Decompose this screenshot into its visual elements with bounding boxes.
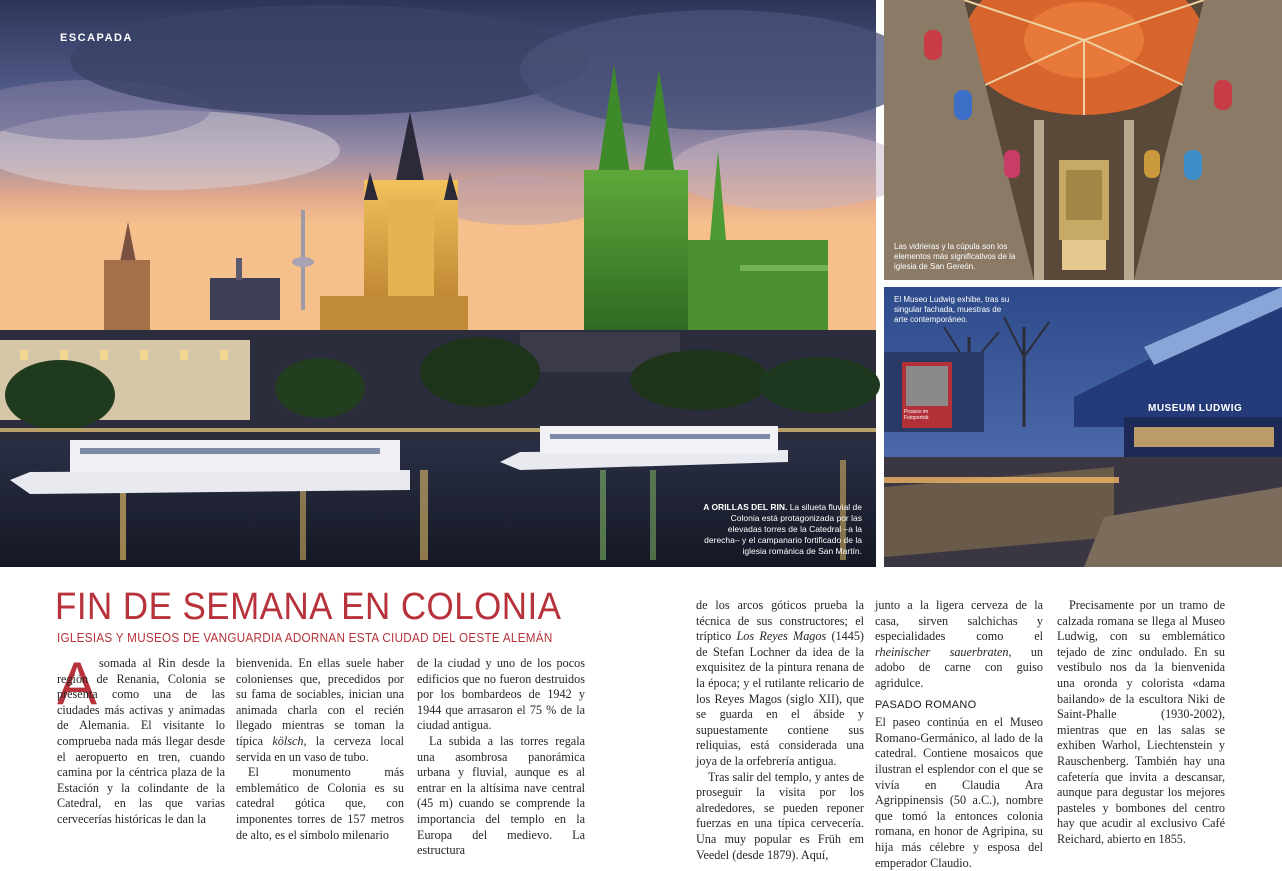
museum-sign: MUSEUM LUDWIG <box>1148 403 1243 414</box>
church-illustration <box>884 0 1282 280</box>
col4-paragraph-2: Tras salir del templo, y antes de proseguir la visita por los alrededores, se pueden reponer fuerzas en una típica cervecería. Una muy popular es Früh em Veedel (desde 1879). Aquí, <box>696 769 864 862</box>
section-heading-pasado-romano: PASADO ROMANO <box>875 698 977 711</box>
museum-illustration <box>884 287 1282 567</box>
col3-paragraph-2: La subida a las torres regala una asombrosa panorámica urbana y fluvial, aunque es al entrar en la altísima nave central (45 m) cuando se comprende la importancia del templo en la Europa del medievo. La estructura <box>417 733 585 858</box>
body-column-2 <box>236 656 404 842</box>
body-column-4 <box>696 598 864 862</box>
section-kicker: ESCAPADA <box>60 32 133 44</box>
col5-paragraph-2: El paseo continúa en el Museo Romano-Germánico, al lado de la catedral. Contiene mosaicos que ilustran el esplendor con el que se vivía en Claudia Ara Agrippinensis (50 a.C.), nombre que tomó la entonces colonia romana, en honor de Agripina, su hija más célebre y esposa del emperador Claudio. <box>875 715 1043 870</box>
hero-photo-cologne-skyline <box>0 0 876 567</box>
article-subtitle: IGLESIAS Y MUSEOS DE VANGUARDIA ADORNAN ESTA CIUDAD DEL OESTE ALEMÁN <box>57 630 553 645</box>
col6-paragraph-1: Precisamente por un tramo de calzada romana se llega al Museo Ludwig, con su emblemático tejado de zinc ondulado. En su vestíbulo nos da la bienvenida una oronda y colorista «dama bailando» de la escultora Niki de Saint-Phalle (1930-2002), mientras que en las salas se exhiben Warhol, Liechtenstein y Rauschenberg. También hay una cafetería que invita a descansar, aunque para degustar los mejores pasteles y bombones del centro hay que acudir al exclusivo Café Reichard, abierto en 1855. <box>1057 598 1225 846</box>
col4-text-b: (1445) de Stefan Lochner da idea de la exquisitez de la pintura renana de la época; y el rutilante relicario de los Reyes Magos (siglo XII), que se guarda en el ábside y supuestamente contiene sus reliquias, está considerada una joya de la orfebrería antigua. <box>696 629 864 768</box>
col5-text-b: , un adobo de carne con guiso agridulce. <box>875 644 1043 690</box>
col4-text-a: de los arcos góticos prueba la técnica de sus constructores; el tríptico <box>696 598 864 644</box>
hero-caption-lead: A ORILLAS DEL RIN. <box>703 502 788 512</box>
col5-text-a: junto a la ligera cerveza de la casa, sirven salchichas y especialidades como el <box>875 598 1043 644</box>
body-column-6 <box>1057 598 1225 846</box>
col2-text-b: , la cerveza local servida en un vaso de tubo. <box>236 733 404 764</box>
hero-illustration <box>0 0 876 567</box>
col2-paragraph-1 <box>236 656 404 765</box>
article-title: FIN DE SEMANA EN COLONIA <box>55 586 562 628</box>
col2-italic: kölsch <box>272 733 304 748</box>
body-column-1 <box>57 650 225 826</box>
col3-paragraph-1: de la ciudad y uno de los pocos edificios que no fueron destruidos por los bombardeos de 1942 y 1944 que arrasaron el 75 % de la ciudad antigua. <box>417 656 585 733</box>
church-caption: Las vidrieras y la cúpula son los elementos más significativos de la iglesia de San Gereón. <box>894 242 1016 271</box>
body-column-3 <box>417 656 585 858</box>
col5-paragraph-1 <box>875 598 1043 692</box>
museum-poster-text: Picasso im Fotoporträt <box>904 409 929 421</box>
col2-paragraph-2: El monumento más emblemático de Colonia es su catedral gótica que, con imponentes torres de 157 metros de alto, es el símbolo milenario <box>236 765 404 842</box>
photo-st-gereon-dome <box>884 0 1282 280</box>
col4-italic: Los Reyes Magos <box>736 629 827 644</box>
col5-italic: rheinischer sauerbraten <box>875 644 1009 659</box>
body-column-5 <box>875 598 1043 870</box>
photo-museum-ludwig <box>884 287 1282 567</box>
col4-paragraph-1 <box>696 598 864 770</box>
col2-text-a: bienvenida. En ellas suele haber colonienses que, precedidos por su fama de sociables, inician una animada charla con el recién llegado mientras se toman la típica <box>236 656 404 748</box>
drop-cap: A <box>57 650 98 717</box>
hero-caption-text: La silueta fluvial de Colonia está protagonizada por las elevadas torres de la Catedral –a la derecha– y el campanario fortificado de la iglesia románica de San Martín. <box>704 502 862 556</box>
hero-caption <box>700 502 862 557</box>
museum-caption: El Museo Ludwig exhibe, tras su singular fachada, muestras de arte contemporáneo. <box>894 295 1010 324</box>
col1-paragraph: somada al Rin desde la región de Renania, Colonia se presenta como una de las ciudades más activas y animadas de Alemania. El visitante lo comprueba nada más llegar desde el aeropuerto en tren, cuando camina por la céntrica plaza de la Estación y la colindante de la Catedral, en las que varias cervecerías históricas le dan la <box>57 656 225 826</box>
